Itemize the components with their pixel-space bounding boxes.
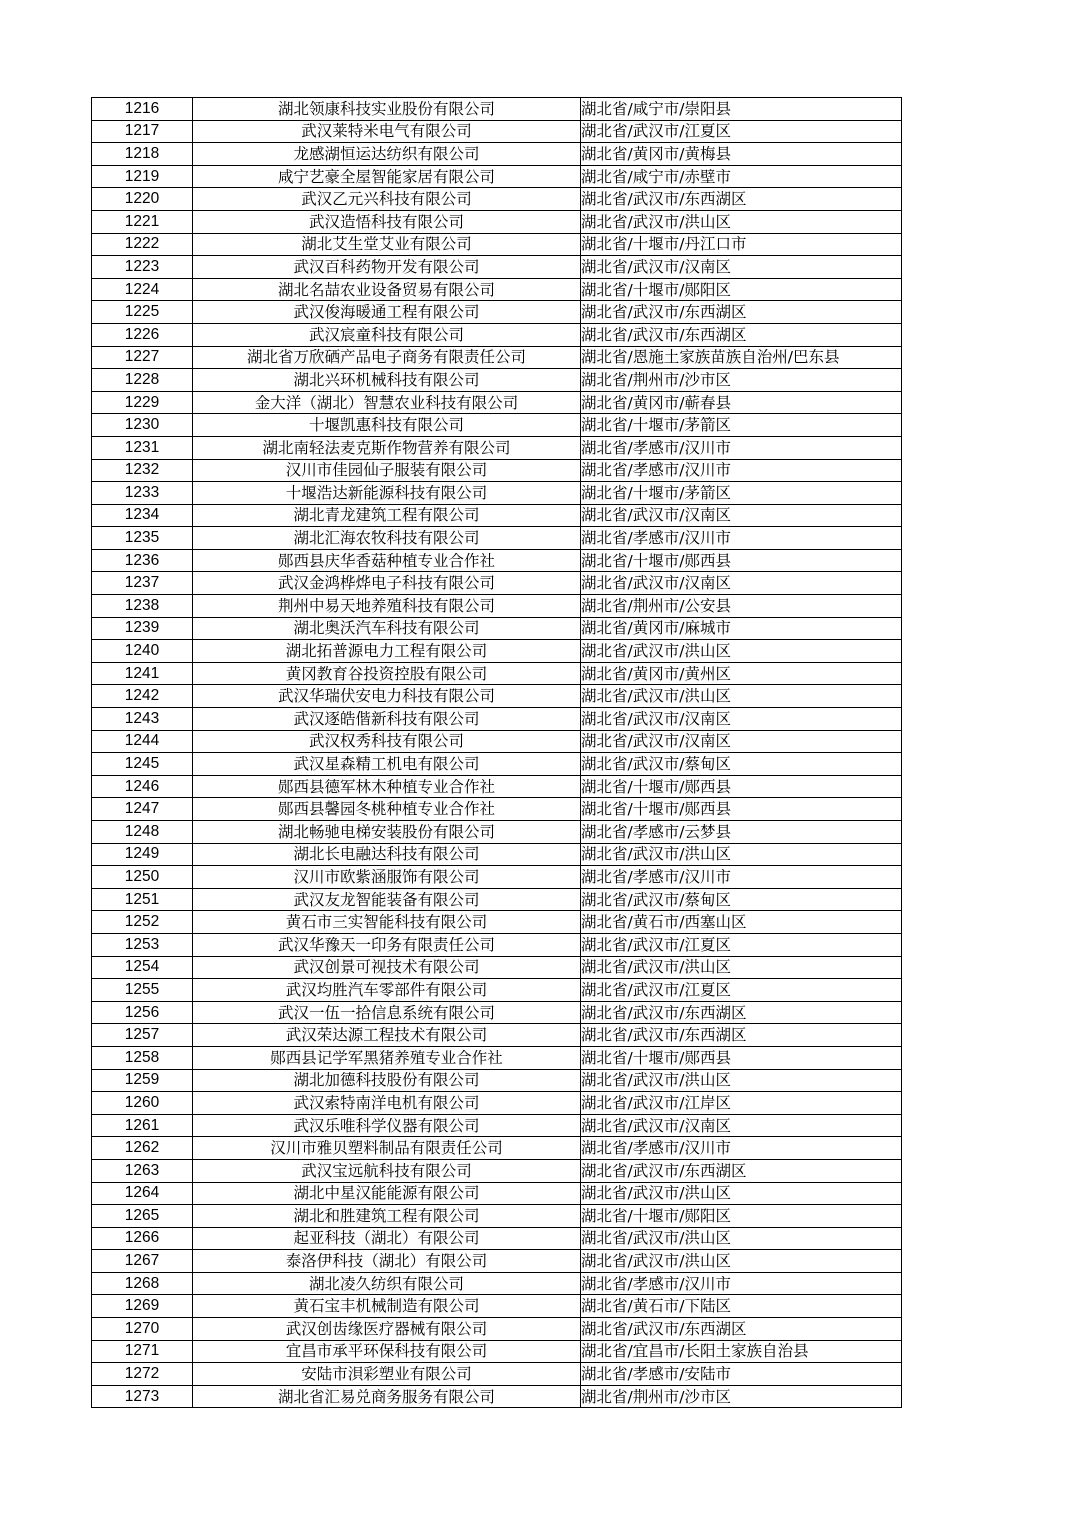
row-number: 1227 bbox=[92, 346, 193, 369]
row-number: 1246 bbox=[92, 775, 193, 798]
company-region: 湖北省/武汉市/江夏区 bbox=[581, 933, 902, 956]
company-name: 武汉百科药物开发有限公司 bbox=[193, 256, 581, 279]
company-region: 湖北省/黄冈市/黄梅县 bbox=[581, 143, 902, 166]
table-row bbox=[92, 1295, 902, 1318]
company-name: 安陆市浿彩塑业有限公司 bbox=[193, 1363, 581, 1386]
company-name: 武汉一伍一拾信息系统有限公司 bbox=[193, 1001, 581, 1024]
row-number: 1224 bbox=[92, 278, 193, 301]
row-number: 1257 bbox=[92, 1024, 193, 1047]
company-name: 湖北省万欣硒产品电子商务有限责任公司 bbox=[193, 346, 581, 369]
company-region: 湖北省/武汉市/东西湖区 bbox=[581, 1024, 902, 1047]
row-number: 1252 bbox=[92, 911, 193, 934]
row-number: 1221 bbox=[92, 210, 193, 233]
company-region: 湖北省/武汉市/洪山区 bbox=[581, 640, 902, 663]
row-number: 1226 bbox=[92, 323, 193, 346]
company-name: 武汉友龙智能装备有限公司 bbox=[193, 888, 581, 911]
row-number: 1242 bbox=[92, 685, 193, 708]
company-name: 湖北名喆农业设备贸易有限公司 bbox=[193, 278, 581, 301]
company-name: 黄石宝丰机械制造有限公司 bbox=[193, 1295, 581, 1318]
company-region: 湖北省/恩施土家族苗族自治州/巴东县 bbox=[581, 346, 902, 369]
company-region: 湖北省/武汉市/洪山区 bbox=[581, 843, 902, 866]
row-number: 1233 bbox=[92, 482, 193, 505]
table-row bbox=[92, 1114, 902, 1137]
company-list-table bbox=[91, 97, 902, 1408]
table-row bbox=[92, 1024, 902, 1047]
company-name: 武汉乙元兴科技有限公司 bbox=[193, 188, 581, 211]
table-row bbox=[92, 595, 902, 618]
company-region: 湖北省/武汉市/洪山区 bbox=[581, 210, 902, 233]
table-row bbox=[92, 527, 902, 550]
company-region: 湖北省/武汉市/江夏区 bbox=[581, 979, 902, 1002]
row-number: 1244 bbox=[92, 730, 193, 753]
row-number: 1239 bbox=[92, 617, 193, 640]
company-region: 湖北省/黄冈市/黄州区 bbox=[581, 662, 902, 685]
table-row bbox=[92, 188, 902, 211]
company-name: 汉川市雅贝塑料制品有限责任公司 bbox=[193, 1137, 581, 1160]
row-number: 1262 bbox=[92, 1137, 193, 1160]
company-name: 武汉宸童科技有限公司 bbox=[193, 323, 581, 346]
company-name: 武汉华豫天一印务有限责任公司 bbox=[193, 933, 581, 956]
company-region: 湖北省/武汉市/东西湖区 bbox=[581, 1318, 902, 1341]
table-row bbox=[92, 911, 902, 934]
company-region: 湖北省/武汉市/东西湖区 bbox=[581, 1159, 902, 1182]
table-row bbox=[92, 1182, 902, 1205]
table-row bbox=[92, 685, 902, 708]
company-name: 湖北省汇易兑商务服务有限公司 bbox=[193, 1385, 581, 1408]
company-region: 湖北省/黄石市/西塞山区 bbox=[581, 911, 902, 934]
company-name: 武汉权秀科技有限公司 bbox=[193, 730, 581, 753]
company-region: 湖北省/宜昌市/长阳土家族自治县 bbox=[581, 1340, 902, 1363]
company-name: 湖北艾生堂艾业有限公司 bbox=[193, 233, 581, 256]
row-number: 1231 bbox=[92, 436, 193, 459]
table-row bbox=[92, 1159, 902, 1182]
row-number: 1230 bbox=[92, 414, 193, 437]
company-region: 湖北省/黄冈市/麻城市 bbox=[581, 617, 902, 640]
company-name: 起亚科技（湖北）有限公司 bbox=[193, 1227, 581, 1250]
table-row bbox=[92, 1363, 902, 1386]
company-region: 湖北省/孝感市/云梦县 bbox=[581, 821, 902, 844]
row-number: 1241 bbox=[92, 662, 193, 685]
company-region: 湖北省/武汉市/东西湖区 bbox=[581, 301, 902, 324]
table-row bbox=[92, 256, 902, 279]
company-region: 湖北省/十堰市/郧西县 bbox=[581, 549, 902, 572]
company-region: 湖北省/十堰市/丹江口市 bbox=[581, 233, 902, 256]
table-row bbox=[92, 369, 902, 392]
company-region: 湖北省/武汉市/东西湖区 bbox=[581, 323, 902, 346]
company-name: 武汉华瑞伏安电力科技有限公司 bbox=[193, 685, 581, 708]
table-row bbox=[92, 1137, 902, 1160]
row-number: 1243 bbox=[92, 708, 193, 731]
table-row bbox=[92, 1385, 902, 1408]
company-name: 郧西县馨园冬桃种植专业合作社 bbox=[193, 798, 581, 821]
company-name: 汉川市佳园仙子服装有限公司 bbox=[193, 459, 581, 482]
table-row bbox=[92, 346, 902, 369]
table-row bbox=[92, 210, 902, 233]
company-region: 湖北省/孝感市/汉川市 bbox=[581, 1272, 902, 1295]
company-region: 湖北省/武汉市/汉南区 bbox=[581, 708, 902, 731]
row-number: 1255 bbox=[92, 979, 193, 1002]
table-row bbox=[92, 278, 902, 301]
row-number: 1251 bbox=[92, 888, 193, 911]
company-region: 湖北省/十堰市/郧阳区 bbox=[581, 278, 902, 301]
company-name: 湖北拓普源电力工程有限公司 bbox=[193, 640, 581, 663]
row-number: 1240 bbox=[92, 640, 193, 663]
row-number: 1269 bbox=[92, 1295, 193, 1318]
table-row bbox=[92, 1227, 902, 1250]
row-number: 1232 bbox=[92, 459, 193, 482]
company-region: 湖北省/孝感市/安陆市 bbox=[581, 1363, 902, 1386]
company-list-body bbox=[92, 98, 902, 1408]
row-number: 1261 bbox=[92, 1114, 193, 1137]
company-region: 湖北省/武汉市/蔡甸区 bbox=[581, 753, 902, 776]
company-name: 郧西县德军林木种植专业合作社 bbox=[193, 775, 581, 798]
table-row bbox=[92, 459, 902, 482]
company-name: 武汉均胜汽车零部件有限公司 bbox=[193, 979, 581, 1002]
company-region: 湖北省/十堰市/郧西县 bbox=[581, 798, 902, 821]
company-region: 湖北省/武汉市/汉南区 bbox=[581, 504, 902, 527]
company-name: 武汉金鸿桦烨电子科技有限公司 bbox=[193, 572, 581, 595]
row-number: 1271 bbox=[92, 1340, 193, 1363]
company-region: 湖北省/武汉市/东西湖区 bbox=[581, 188, 902, 211]
company-name: 湖北加德科技股份有限公司 bbox=[193, 1069, 581, 1092]
table-row bbox=[92, 821, 902, 844]
row-number: 1234 bbox=[92, 504, 193, 527]
table-row bbox=[92, 549, 902, 572]
table-row bbox=[92, 617, 902, 640]
company-name: 武汉创齿缘医疗器械有限公司 bbox=[193, 1318, 581, 1341]
company-region: 湖北省/黄冈市/蕲春县 bbox=[581, 391, 902, 414]
company-region: 湖北省/十堰市/郧西县 bbox=[581, 1046, 902, 1069]
table-row bbox=[92, 391, 902, 414]
company-name: 十堰凯惠科技有限公司 bbox=[193, 414, 581, 437]
company-name: 武汉造悟科技有限公司 bbox=[193, 210, 581, 233]
company-region: 湖北省/武汉市/东西湖区 bbox=[581, 1001, 902, 1024]
table-row bbox=[92, 98, 902, 121]
row-number: 1267 bbox=[92, 1250, 193, 1273]
company-region: 湖北省/武汉市/洪山区 bbox=[581, 956, 902, 979]
company-region: 湖北省/荆州市/沙市区 bbox=[581, 369, 902, 392]
company-name: 湖北长电融达科技有限公司 bbox=[193, 843, 581, 866]
company-name: 湖北和胜建筑工程有限公司 bbox=[193, 1205, 581, 1228]
table-row bbox=[92, 979, 902, 1002]
table-row bbox=[92, 1318, 902, 1341]
company-name: 武汉逐皓偕新科技有限公司 bbox=[193, 708, 581, 731]
row-number: 1264 bbox=[92, 1182, 193, 1205]
company-region: 湖北省/十堰市/郧西县 bbox=[581, 775, 902, 798]
company-name: 武汉俊海暖通工程有限公司 bbox=[193, 301, 581, 324]
company-region: 湖北省/武汉市/江夏区 bbox=[581, 120, 902, 143]
company-region: 湖北省/十堰市/郧阳区 bbox=[581, 1205, 902, 1228]
table-row bbox=[92, 888, 902, 911]
row-number: 1268 bbox=[92, 1272, 193, 1295]
company-name: 湖北凌久纺织有限公司 bbox=[193, 1272, 581, 1295]
row-number: 1260 bbox=[92, 1092, 193, 1115]
company-name: 湖北汇海农牧科技有限公司 bbox=[193, 527, 581, 550]
company-region: 湖北省/十堰市/茅箭区 bbox=[581, 414, 902, 437]
table-row bbox=[92, 1250, 902, 1273]
table-row bbox=[92, 640, 902, 663]
company-name: 泰洛伊科技（湖北）有限公司 bbox=[193, 1250, 581, 1273]
company-name: 荆州中易天地养殖科技有限公司 bbox=[193, 595, 581, 618]
row-number: 1249 bbox=[92, 843, 193, 866]
company-name: 湖北中星汉能能源有限公司 bbox=[193, 1182, 581, 1205]
company-name: 武汉乐唯科学仪器有限公司 bbox=[193, 1114, 581, 1137]
table-row bbox=[92, 798, 902, 821]
table-row bbox=[92, 414, 902, 437]
row-number: 1220 bbox=[92, 188, 193, 211]
table-row bbox=[92, 143, 902, 166]
table-row bbox=[92, 1001, 902, 1024]
row-number: 1235 bbox=[92, 527, 193, 550]
company-region: 湖北省/十堰市/茅箭区 bbox=[581, 482, 902, 505]
table-row bbox=[92, 753, 902, 776]
row-number: 1217 bbox=[92, 120, 193, 143]
row-number: 1229 bbox=[92, 391, 193, 414]
company-name: 黄冈教育谷投资控股有限公司 bbox=[193, 662, 581, 685]
table-row bbox=[92, 323, 902, 346]
company-region: 湖北省/咸宁市/赤壁市 bbox=[581, 165, 902, 188]
row-number: 1238 bbox=[92, 595, 193, 618]
row-number: 1273 bbox=[92, 1385, 193, 1408]
table-row bbox=[92, 1340, 902, 1363]
row-number: 1245 bbox=[92, 753, 193, 776]
company-region: 湖北省/武汉市/汉南区 bbox=[581, 572, 902, 595]
table-row bbox=[92, 866, 902, 889]
company-name: 郧西县记学军黑猪养殖专业合作社 bbox=[193, 1046, 581, 1069]
company-name: 武汉索特南洋电机有限公司 bbox=[193, 1092, 581, 1115]
row-number: 1270 bbox=[92, 1318, 193, 1341]
company-name: 十堰浩达新能源科技有限公司 bbox=[193, 482, 581, 505]
company-region: 湖北省/孝感市/汉川市 bbox=[581, 1137, 902, 1160]
company-region: 湖北省/武汉市/江岸区 bbox=[581, 1092, 902, 1115]
company-region: 湖北省/武汉市/汉南区 bbox=[581, 256, 902, 279]
company-name: 武汉莱特米电气有限公司 bbox=[193, 120, 581, 143]
table-row bbox=[92, 482, 902, 505]
table-row bbox=[92, 708, 902, 731]
company-name: 湖北兴环机械科技有限公司 bbox=[193, 369, 581, 392]
row-number: 1253 bbox=[92, 933, 193, 956]
table-row bbox=[92, 301, 902, 324]
company-name: 湖北畅驰电梯安装股份有限公司 bbox=[193, 821, 581, 844]
company-name: 郧西县庆华香菇种植专业合作社 bbox=[193, 549, 581, 572]
row-number: 1218 bbox=[92, 143, 193, 166]
company-name: 武汉创景可视技术有限公司 bbox=[193, 956, 581, 979]
company-name: 黄石市三实智能科技有限公司 bbox=[193, 911, 581, 934]
table-row bbox=[92, 662, 902, 685]
table-row bbox=[92, 775, 902, 798]
company-name: 汉川市欧紫涵服饰有限公司 bbox=[193, 866, 581, 889]
company-region: 湖北省/武汉市/汉南区 bbox=[581, 1114, 902, 1137]
row-number: 1236 bbox=[92, 549, 193, 572]
row-number: 1263 bbox=[92, 1159, 193, 1182]
company-name: 宜昌市承平环保科技有限公司 bbox=[193, 1340, 581, 1363]
company-region: 湖北省/孝感市/汉川市 bbox=[581, 436, 902, 459]
row-number: 1259 bbox=[92, 1069, 193, 1092]
company-region: 湖北省/荆州市/公安县 bbox=[581, 595, 902, 618]
table-row bbox=[92, 1046, 902, 1069]
table-row bbox=[92, 843, 902, 866]
table-row bbox=[92, 572, 902, 595]
company-region: 湖北省/黄石市/下陆区 bbox=[581, 1295, 902, 1318]
table-row bbox=[92, 933, 902, 956]
company-name: 龙感湖恒运达纺织有限公司 bbox=[193, 143, 581, 166]
row-number: 1258 bbox=[92, 1046, 193, 1069]
table-row bbox=[92, 1205, 902, 1228]
company-name: 金大洋（湖北）智慧农业科技有限公司 bbox=[193, 391, 581, 414]
company-region: 湖北省/武汉市/洪山区 bbox=[581, 685, 902, 708]
row-number: 1266 bbox=[92, 1227, 193, 1250]
table-row bbox=[92, 120, 902, 143]
company-region: 湖北省/武汉市/洪山区 bbox=[581, 1227, 902, 1250]
table-row bbox=[92, 1092, 902, 1115]
row-number: 1216 bbox=[92, 98, 193, 121]
company-region: 湖北省/武汉市/洪山区 bbox=[581, 1069, 902, 1092]
row-number: 1225 bbox=[92, 301, 193, 324]
row-number: 1222 bbox=[92, 233, 193, 256]
row-number: 1247 bbox=[92, 798, 193, 821]
row-number: 1272 bbox=[92, 1363, 193, 1386]
row-number: 1265 bbox=[92, 1205, 193, 1228]
company-region: 湖北省/武汉市/洪山区 bbox=[581, 1182, 902, 1205]
table-row bbox=[92, 165, 902, 188]
company-region: 湖北省/武汉市/蔡甸区 bbox=[581, 888, 902, 911]
table-row bbox=[92, 730, 902, 753]
company-name: 咸宁艺豪全屋智能家居有限公司 bbox=[193, 165, 581, 188]
table-row bbox=[92, 1272, 902, 1295]
company-region: 湖北省/孝感市/汉川市 bbox=[581, 866, 902, 889]
company-region: 湖北省/孝感市/汉川市 bbox=[581, 459, 902, 482]
company-name: 湖北青龙建筑工程有限公司 bbox=[193, 504, 581, 527]
row-number: 1256 bbox=[92, 1001, 193, 1024]
company-name: 湖北奥沃汽车科技有限公司 bbox=[193, 617, 581, 640]
company-name: 武汉星森精工机电有限公司 bbox=[193, 753, 581, 776]
company-name: 武汉宝远航科技有限公司 bbox=[193, 1159, 581, 1182]
company-region: 湖北省/荆州市/沙市区 bbox=[581, 1385, 902, 1408]
table-row bbox=[92, 504, 902, 527]
company-region: 湖北省/武汉市/汉南区 bbox=[581, 730, 902, 753]
company-region: 湖北省/孝感市/汉川市 bbox=[581, 527, 902, 550]
row-number: 1250 bbox=[92, 866, 193, 889]
table-row bbox=[92, 436, 902, 459]
company-region: 湖北省/武汉市/洪山区 bbox=[581, 1250, 902, 1273]
row-number: 1219 bbox=[92, 165, 193, 188]
row-number: 1228 bbox=[92, 369, 193, 392]
company-name: 武汉荣达源工程技术有限公司 bbox=[193, 1024, 581, 1047]
table-row bbox=[92, 956, 902, 979]
company-name: 湖北南轻法麦克斯作物营养有限公司 bbox=[193, 436, 581, 459]
table-row bbox=[92, 1069, 902, 1092]
row-number: 1248 bbox=[92, 821, 193, 844]
row-number: 1254 bbox=[92, 956, 193, 979]
table-row bbox=[92, 233, 902, 256]
company-name: 湖北领康科技实业股份有限公司 bbox=[193, 98, 581, 121]
row-number: 1237 bbox=[92, 572, 193, 595]
row-number: 1223 bbox=[92, 256, 193, 279]
company-region: 湖北省/咸宁市/崇阳县 bbox=[581, 98, 902, 121]
